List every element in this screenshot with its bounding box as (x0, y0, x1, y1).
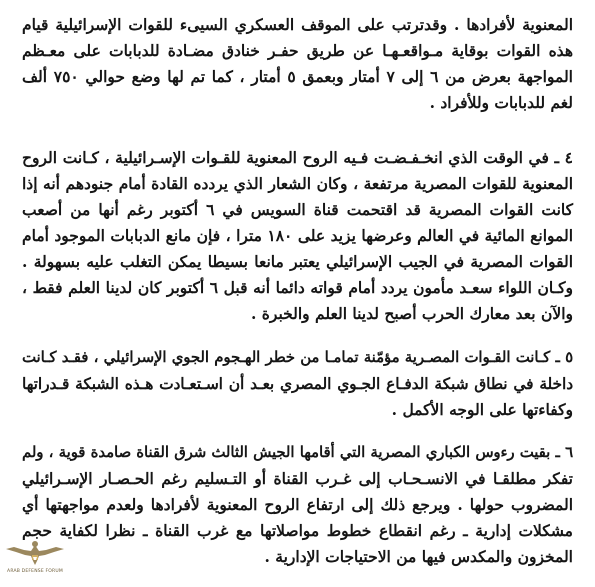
text-line: كانت القوات المصرية قد اقتحمت قناة السويس في ٦ أكتوبر رغم أنها من أصعب (22, 200, 573, 219)
text-line: وكـان اللواء سعـد مأمون يردد أمام قواته دائما أنه قبل ٦ أكتوبر كان لدينا العلم فقط ، (22, 278, 573, 297)
text-line: ٥ ـ كـانت القـوات المصـرية مؤمّنة تمامـا من خطر الهـجوم الجوي الإسرائيلي ، فقـد كـانت (22, 349, 573, 366)
watermark-logo (4, 539, 66, 583)
text-line: والآن بعد معارك الحرب أصبح لدينا العلم والخبرة . (251, 304, 573, 323)
text-line: وكفاءتها على الوجه الأكمل . (391, 400, 573, 419)
text-line: المضروب حولها . ويرجع ذلك إلى ارتفاع الروح المعنوية لأفرادها ولعدم مواجهتها أي (22, 495, 573, 514)
text-line: الموانع المائية في العالم وعرضها يزيد على ١٨٠ مترا ، فإن مانع الدبابات الموجود أمام (22, 226, 574, 245)
text-line: مشكلات إدارية ـ رغم انقطاع خطوط مواصلاتها مع غرب القناة ـ نظرا لكفاية حجم (22, 521, 573, 540)
text-line: المعنوية لأفرادها . وقدترتب على الموقف العسكري السيىء للقوات الإسرائيلية قيام (22, 15, 573, 34)
eagle-emblem-icon (4, 539, 66, 569)
text-line: لغم للدبابات وللأفراد . (429, 93, 573, 112)
text-line: المخزون والمكدس فيها من الاحتياجات الإدارية . (264, 547, 573, 566)
text-line: هذه القوات بوقاية مـواقعـهـا عن طريق حفـر خنادق مضـادة للدبابات على معـظم (22, 41, 573, 60)
text-line: القوات المصرية في الجيب الإسرائيلي يعتبر مانعا بسيطا يمكن التغلب عليه بسهولة . (22, 252, 573, 271)
text-line: تفكر مطلقـا في الانسـحـاب إلى غـرب القناة أو التـسليم رغم الحـصـار الإسـرائيلي (22, 469, 573, 488)
text-line: ٤ ـ في الوقت الذي انخـفـضـت فـيه الروح المعنوية للقـوات الإسـرائيلية ، كـانت الروح (22, 148, 573, 167)
text-line: المواجهة بعرض من ٦ إلى ٧ أمتار وبعمق ٥ أمتار ، كما تم لها وضع حوالي ٧٥٠ ألف (22, 67, 573, 86)
text-line: ٦ ـ بقيت رءوس الكباري المصرية التي أقامها الجيش الثالث شرق القناة صامدة قوية ، ولم (22, 444, 573, 461)
text-line: داخلة في نطاق شبكة الدفـاع الجـوي المصري بعـد أن اسـتعـادت هـذه الشبكة قـدراتها (22, 375, 573, 393)
watermark-text: ARAB DEFENSE FORUM (7, 569, 63, 574)
text-line: المعنوية للقوات المصرية مرتفعة ، وكان الشعار الذي يردده القادة أمام جنودهم أنه إذا (22, 174, 573, 193)
